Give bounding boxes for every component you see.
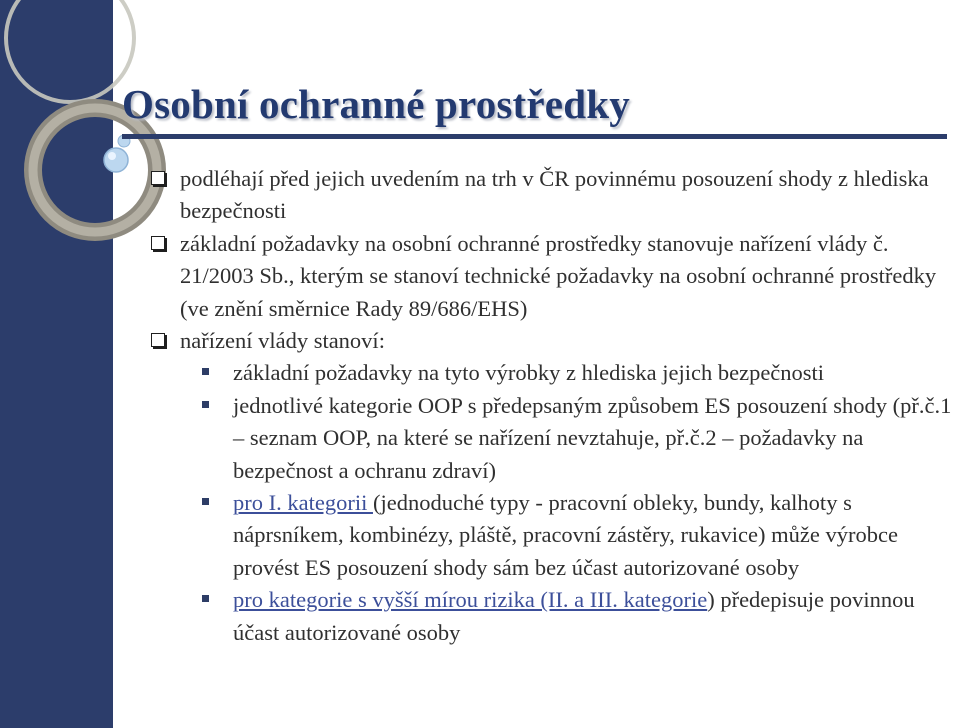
sub-bullet-text: základní požadavky na tyto výrobky z hlediska jejich bezpečnosti	[233, 360, 825, 386]
category-one-link[interactable]: pro I. kategorii	[233, 490, 373, 516]
sub-bullet-text: ) předepisuje povinnou účast autorizované osoby	[233, 587, 915, 645]
square-bullet-icon	[202, 368, 209, 375]
bullet-text: podléhají před jejich uvedením na trh v ČR povinnému posouzení shody z hlediska bezpečnosti	[180, 166, 929, 224]
title-underline	[122, 134, 947, 139]
checkbox-bullet-icon	[151, 236, 165, 250]
sub-bullet-item	[150, 390, 960, 487]
sub-bullet-text: (jednoduché typy - pracovní obleky, bundy, kalhoty s náprsníkem, kombinézy, pláště, pracovní zástěry, rukavice) může výrobce provést ES posouzení shody sám bez účast autorizované osoby	[233, 490, 898, 580]
slide-title: Osobní ochranné prostředky	[122, 81, 630, 127]
checkbox-bullet-icon	[151, 333, 165, 347]
square-bullet-icon	[202, 595, 209, 602]
bullet-item	[150, 163, 960, 228]
bullet-text: základní požadavky na osobní ochranné prostředky stanovuje nařízení vlády č. 21/2003 Sb., kterým se stanoví technické požadavky na osobní ochranné prostředky (ve znění směrnice Rady 89/686/EHS)	[180, 230, 937, 321]
higher-risk-categories-link[interactable]: pro kategorie s vyšší mírou rizika (II. a III. kategorie	[233, 587, 708, 613]
sub-bullet-item	[150, 487, 960, 584]
square-bullet-icon	[202, 498, 209, 505]
square-bullet-icon	[202, 401, 209, 408]
sub-bullet-item	[150, 584, 960, 649]
bullet-item	[150, 325, 960, 357]
bullet-text: nařízení vlády stanoví:	[180, 328, 385, 354]
sub-bullet-text: jednotlivé kategorie OOP s předepsaným způsobem ES posouzení shody (př.č.1 – seznam OOP, na které se nařízení nevztahuje, př.č.2 – požadavky na bezpečnost a ochranu zdraví)	[233, 392, 952, 483]
bullet-item	[150, 228, 960, 325]
sub-bullet-item	[150, 357, 960, 389]
checkbox-bullet-icon	[151, 171, 165, 185]
slide-content	[150, 163, 960, 649]
